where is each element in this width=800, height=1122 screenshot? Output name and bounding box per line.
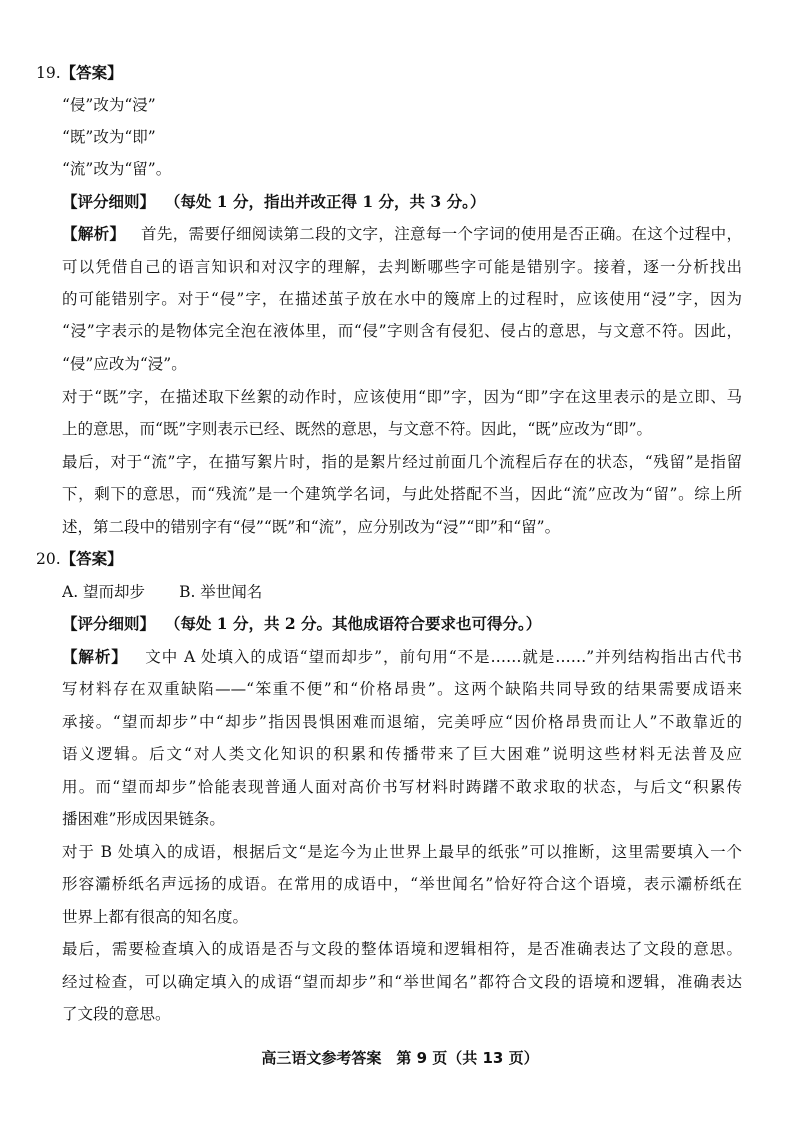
q19-analysis-line-7: 上的意思，而“既”字则表示已经、既然的意思，与文意不符。因此，“既”应改为“即”。 [62, 420, 653, 438]
q20-analysis-line-10: 最后，需要检查填入的成语是否与文段的整体语境和逻辑相符，是否准确表达了文段的意思。 [62, 940, 742, 958]
q20-analysis-text-1: 文中 A 处填入的成语“望而却步”，前句用“不是……就是……”并列结构指出古代书 [145, 648, 742, 666]
q19-answer-2: “既”改为“即” [62, 128, 156, 146]
q19-analysis-line-4: “浸”字表示的是物体完全泡在液体里，而“侵”字则含有侵犯、侵占的意思，与文意不符。因此， [62, 322, 742, 340]
q19-number: 19. [36, 64, 61, 82]
q20-rule-label: 【评分细则】 [62, 614, 156, 633]
q19-analysis-line-8: 最后，对于“流”字，在描写絮片时，指的是絮片经过前面几个流程后存在的状态，“残留”是指留 [62, 453, 742, 471]
q20-analysis-line-9: 世界上都有很高的知名度。 [62, 908, 249, 926]
q19-answer-3: “流”改为“留”。 [62, 160, 172, 178]
q20-analysis-line-8: 形容灞桥纸名声远扬的成语。在常用的成语中，“举世闻名”恰好符合这个语境，表示灞桥纸在 [62, 875, 742, 893]
q20-analysis-line-4: 语义逻辑。后文“对人类文化知识的积累和传播带来了巨大困难”说明这些材料无法普及应 [62, 745, 742, 763]
q19-analysis-line-5: “侵”应改为“浸”。 [62, 355, 187, 373]
q19-scoring-rule [62, 191, 742, 213]
q20-rule-text: （每处 1 分，共 2 分。其他成语符合要求也可得分。） [164, 614, 542, 633]
q19-analysis-line-1 [62, 223, 742, 245]
q19-analysis-text-1: 首先，需要仔细阅读第二段的文字，注意每一个字词的使用是否正确。在这个过程中， [141, 225, 742, 243]
q20-answer-label: 【答案】 [60, 549, 123, 568]
q19-analysis-line-2: 可以凭借自己的语言知识和对汉字的理解，去判断哪些字可能是错别字。接着，逐一分析找出 [62, 258, 742, 276]
q20-analysis-line-3: 承接。“望而却步”中“却步”指因畏惧困难而退缩，完美呼应“因价格昂贵而让人”不敢靠近的 [62, 713, 742, 731]
q20-analysis-line-2: 写材料存在双重缺陷——“笨重不便”和“价格昂贵”。这两个缺陷共同导致的结果需要成语来 [62, 680, 742, 698]
q19-answer-label: 【答案】 [60, 63, 123, 82]
q19-rule-text: （每处 1 分，指出并改正得 1 分，共 3 分。） [164, 192, 486, 211]
q19-analysis-line-6: 对于“既”字，在描述取下丝絮的动作时，应该使用“即”字，因为“即”字在这里表示的是立即、马 [62, 388, 742, 406]
q20-number: 20. [36, 550, 61, 568]
q20-analysis-line-6: 播困难”形成因果链条。 [62, 810, 225, 828]
q19-analysis-line-3: 的可能错别字。对于“侵”字，在描述茧子放在水中的篾席上的过程时，应该使用“浸”字，因为 [62, 290, 742, 308]
q20-analysis-line-5: 用。而“望而却步”恰能表现普通人面对高价书写材料时踌躇不敢求取的状态，与后文“积累传 [62, 778, 742, 796]
q20-answers [62, 581, 742, 603]
q19-analysis-line-10: 述，第二段中的错别字有“侵”“既”和“流”，应分别改为“浸”“即”和“留”。 [62, 518, 561, 536]
q20-analysis-line-1 [62, 646, 742, 668]
q20-analysis-line-12: 了文段的意思。 [62, 1005, 171, 1023]
q20-answer-a: A. 望而却步 [62, 583, 146, 601]
q19-analysis-line-9: 下，剩下的意思，而“残流”是一个建筑学名词，与此处搭配不当，因此“流”应改为“留”。综上所 [62, 485, 742, 503]
q19-analysis-label: 【解析】 [62, 224, 126, 243]
page-footer: 高三语文参考答案 第 9 页（共 13 页） [261, 1049, 539, 1067]
q19-rule-label: 【评分细则】 [62, 192, 156, 211]
q19-answer-1: “侵”改为“浸” [62, 96, 156, 114]
q20-answer-b: B. 举世闻名 [179, 583, 263, 601]
q19-heading [36, 62, 336, 84]
q20-analysis-line-11: 经过检查，可以确定填入的成语“望而却步”和“举世闻名”都符合文段的语境和逻辑，准确表达 [62, 973, 742, 991]
q20-heading [36, 548, 336, 570]
q20-analysis-line-7: 对于 B 处填入的成语，根据后文“是迄今为止世界上最早的纸张”可以推断，这里需要填入一个 [62, 843, 742, 861]
q20-analysis-label: 【解析】 [62, 647, 128, 666]
q20-scoring-rule [62, 613, 742, 635]
